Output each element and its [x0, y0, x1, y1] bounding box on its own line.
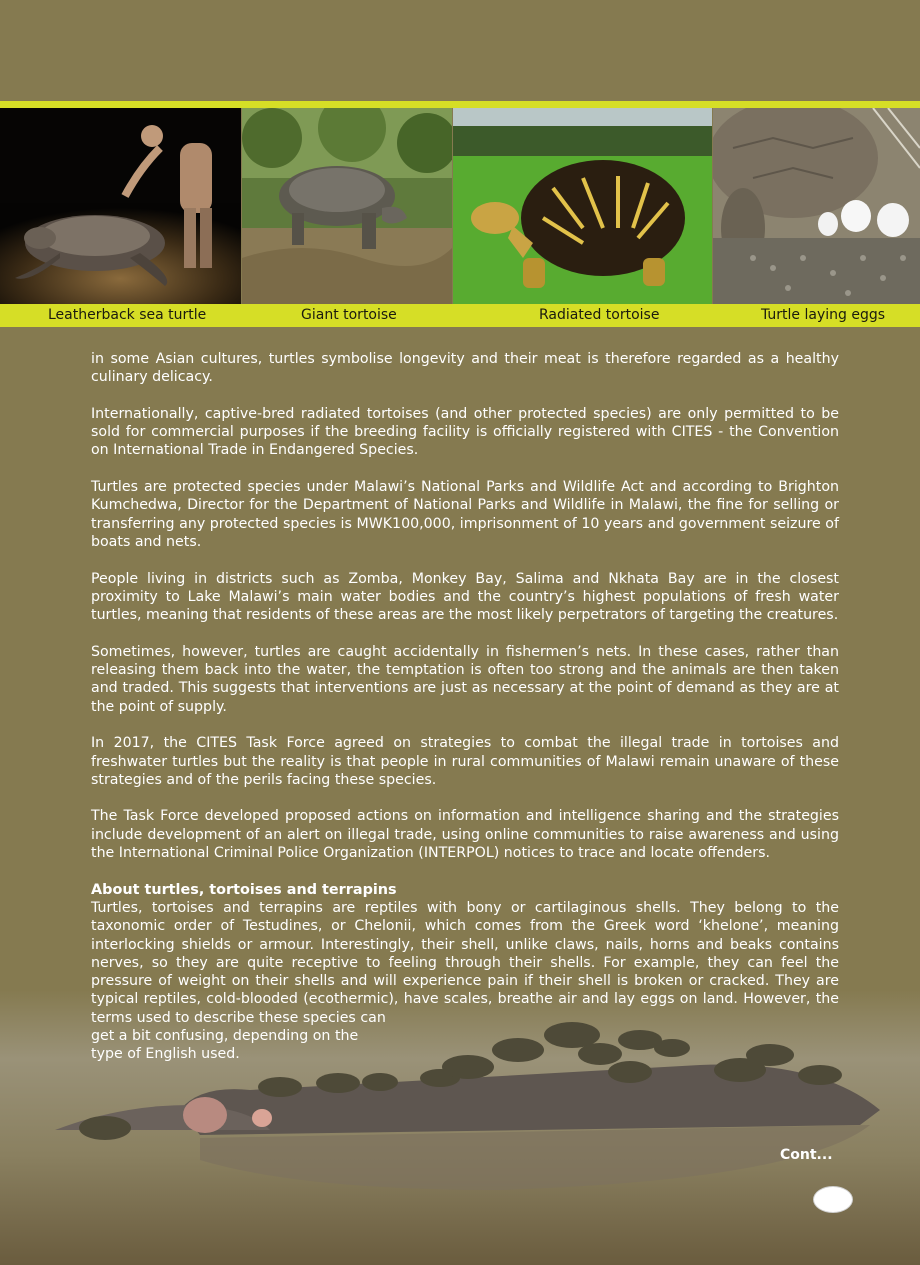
section-text-end: type of English used. [91, 1046, 240, 1063]
caption-laying-eggs: Turtle laying eggs [761, 307, 886, 323]
article-paragraph: The Task Force developed proposed actions on information and intelligence sharing and the strategies include development of an alert on illegal trade, using online communities to raise awareness and using the International Criminal Police Organization (INTERPOL) notices to trace and locate offenders. [91, 808, 839, 862]
article-body [91, 350, 839, 1064]
accent-rule [0, 101, 920, 108]
section-heading: About turtles, tortoises and terrapins [91, 881, 397, 898]
caption-giant-tortoise: Giant tortoise [301, 307, 397, 323]
section-text-end: get a bit confusing, depending on the [91, 1027, 359, 1044]
turtle-laying-eggs-photo [713, 108, 920, 304]
caption-radiated-tortoise: Radiated tortoise [539, 307, 660, 323]
leatherback-turtle-photo [0, 108, 241, 304]
caption-leatherback: Leatherback sea turtle [48, 307, 207, 323]
radiated-tortoise-photo [453, 108, 712, 304]
photo-strip [0, 108, 920, 304]
article-paragraph: in some Asian cultures, turtles symbolise longevity and their meat is therefore regarded as a healthy culinary delicacy. [91, 351, 839, 386]
section-text: Turtles, tortoises and terrapins are reptiles with bony or cartilaginous shells. They belong to the taxonomic order of Testudines, or Chelonii, which comes from the Greek word ‘khelone’, meaning interlocking shields or armour. Interestingly, their shell, unlike claws, nails, horns and beaks contains nerves, so they are quite receptive to feeling through their shells. For example, they can feel the pressure of weight on their shells and will experience pain if their shell is broken or cracked. They are typical reptiles, cold-blooded (ecothermic), have scales, breathe air and lay eggs on land. However, the terms used to describe these species can [91, 899, 839, 1026]
article-paragraph: In 2017, the CITES Task Force agreed on strategies to combat the illegal trade in tortoises and freshwater turtles but the reality is that people in rural communities of Malawi remain unaware of these strategies and of the perils facing these species. [91, 735, 839, 788]
article-paragraph: People living in districts such as Zomba, Monkey Bay, Salima and Nkhata Bay are in the closest proximity to Lake Malawi’s main water bodies and the country’s highest populations of fresh water turtles, meaning that residents of these areas are the most likely perpetrators of targeting the creatures. [91, 570, 839, 624]
page-number-oval [813, 1186, 853, 1213]
article-paragraph: Turtles are protected species under Malawi’s National Parks and Wildlife Act and according to Brighton Kumchedwa, Director for the Department of National Parks and Wildlife in Malawi, the fine for selling or transferring any protected species is MWK100,000, imprisonment of 10 years and government seizure of boats and nets. [91, 479, 839, 550]
article-paragraph: Internationally, captive-bred radiated tortoises (and other protected species) are only permitted to be sold for commercial purposes if the breeding facility is officially registered with CITES - the Convention on International Trade in Endangered Species. [91, 405, 839, 459]
continued-label: Cont... [780, 1147, 833, 1163]
section-paragraph [91, 899, 839, 1064]
header-band [0, 0, 920, 101]
article-paragraph: Sometimes, however, turtles are caught accidentally in fishermen’s nets. In these cases, rather than releasing them back into the water, the temptation is often too strong and the animals are then taken and traded. This suggests that interventions are just as necessary at the point of demand as they are at the point of supply. [91, 643, 839, 715]
giant-tortoise-photo [242, 108, 452, 304]
